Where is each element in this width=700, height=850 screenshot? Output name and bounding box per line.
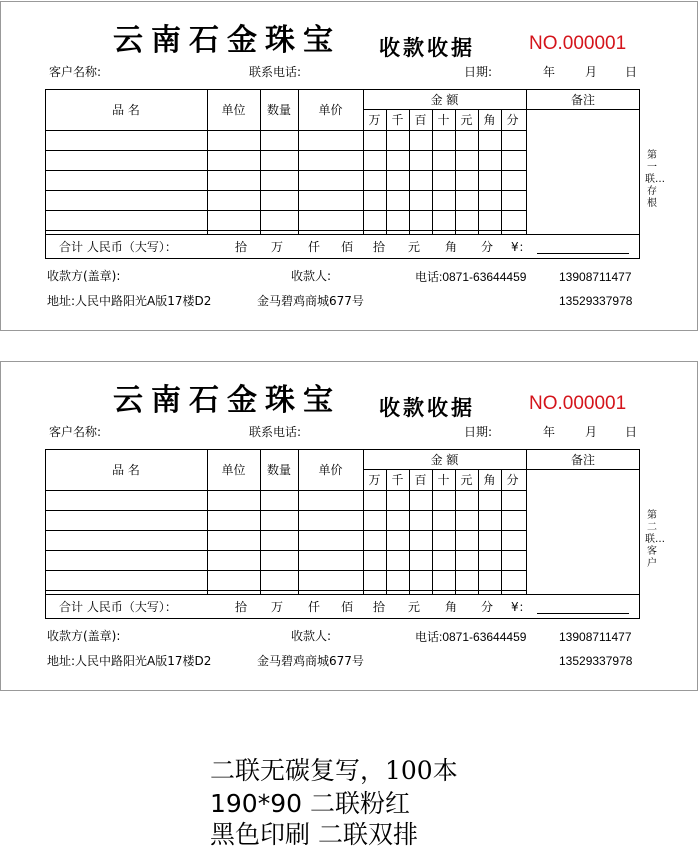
receiver-label: 收款人: — [291, 629, 332, 643]
digit-header: 角 — [483, 113, 496, 127]
spec-line-3: 黑色印刷 二联双排 — [210, 820, 418, 849]
serial-number: NO.000001 — [529, 33, 627, 54]
total-unit: 角 — [444, 600, 457, 614]
total-unit: 拾 — [234, 240, 247, 254]
mobile-number-2: 13529337978 — [559, 294, 633, 308]
total-unit: 拾 — [372, 600, 385, 614]
total-unit: 分 — [480, 240, 493, 254]
month-label: 月 — [585, 425, 598, 439]
currency-symbol: ¥： — [511, 600, 531, 614]
receipt-type-title: 收款收据 — [379, 395, 475, 420]
copy-label: 第一联…存根 — [645, 150, 665, 209]
receipt-copy-1 — [0, 1, 698, 331]
telephone: 电话:0871-63644459 — [415, 270, 527, 284]
digit-header: 千 — [391, 473, 404, 487]
serial-number: NO.000001 — [529, 393, 627, 414]
total-unit: 拾 — [234, 600, 247, 614]
name-header: 品 名 — [112, 463, 140, 477]
name-header: 品 名 — [112, 103, 140, 117]
amount-header: 金 额 — [430, 453, 459, 467]
telephone: 电话:0871-63644459 — [415, 630, 527, 644]
digit-header: 分 — [506, 113, 519, 127]
digit-header: 元 — [460, 113, 473, 127]
total-unit: 佰 — [340, 240, 353, 254]
digit-header: 百 — [414, 473, 427, 487]
amount-underline — [537, 253, 629, 254]
amount-underline — [537, 613, 629, 614]
amount-header: 金 额 — [430, 93, 459, 107]
contact-phone-label: 联系电话: — [249, 65, 302, 79]
total-unit: 佰 — [340, 600, 353, 614]
price-header: 单价 — [318, 103, 343, 117]
total-unit: 万 — [270, 240, 283, 254]
address-2: 金马碧鸡商城677号 — [257, 654, 364, 668]
total-label: 合计 人民币（大写）： — [59, 600, 177, 614]
copy-label: 第二联…客户 — [645, 510, 665, 569]
date-label: 日期: — [464, 425, 493, 439]
customer-name-label: 客户名称: — [49, 425, 102, 439]
note-header: 备注 — [570, 453, 595, 467]
digit-header: 角 — [483, 473, 496, 487]
address-1: 地址:人民中路阳光A版17楼D2 — [47, 654, 212, 668]
unit-header: 单位 — [221, 463, 246, 477]
total-unit: 元 — [407, 240, 420, 254]
mobile-number-1: 13908711477 — [559, 630, 632, 644]
customer-name-label: 客户名称: — [49, 65, 102, 79]
company-title: 云南石金珠宝 — [113, 383, 341, 418]
digit-header: 万 — [368, 473, 381, 487]
address-1: 地址:人民中路阳光A版17楼D2 — [47, 294, 212, 308]
digit-header: 元 — [460, 473, 473, 487]
mobile-number-1: 13908711477 — [559, 270, 632, 284]
spec-line-2: 190*90 二联粉红 — [210, 789, 410, 818]
digit-header: 十 — [437, 473, 450, 487]
digit-header: 千 — [391, 113, 404, 127]
address-2: 金马碧鸡商城677号 — [257, 294, 364, 308]
spec-line-1: 二联无碳复写，100本 — [210, 756, 458, 785]
total-unit: 仟 — [307, 600, 320, 614]
quantity-header: 数量 — [266, 463, 291, 477]
total-unit: 角 — [444, 240, 457, 254]
total-unit: 元 — [407, 600, 420, 614]
receiver-label: 收款人: — [291, 269, 332, 283]
total-unit: 分 — [480, 600, 493, 614]
receipt-copy-2 — [0, 361, 698, 691]
currency-symbol: ¥： — [511, 240, 531, 254]
mobile-number-2: 13529337978 — [559, 654, 633, 668]
unit-header: 单位 — [221, 103, 246, 117]
note-header: 备注 — [570, 93, 595, 107]
date-label: 日期: — [464, 65, 493, 79]
quantity-header: 数量 — [266, 103, 291, 117]
company-title: 云南石金珠宝 — [113, 23, 341, 58]
digit-header: 百 — [414, 113, 427, 127]
total-unit: 拾 — [372, 240, 385, 254]
items-table — [45, 449, 640, 619]
payee-seal-label: 收款方(盖章): — [47, 629, 121, 643]
year-label: 年 — [543, 425, 556, 439]
year-label: 年 — [543, 65, 556, 79]
total-unit: 万 — [270, 600, 283, 614]
digit-header: 分 — [506, 473, 519, 487]
day-label: 日 — [625, 65, 638, 79]
price-header: 单价 — [318, 463, 343, 477]
digit-header: 万 — [368, 113, 381, 127]
contact-phone-label: 联系电话: — [249, 425, 302, 439]
total-unit: 仟 — [307, 240, 320, 254]
month-label: 月 — [585, 65, 598, 79]
receipt-type-title: 收款收据 — [379, 35, 475, 60]
payee-seal-label: 收款方(盖章): — [47, 269, 121, 283]
digit-header: 十 — [437, 113, 450, 127]
items-table — [45, 89, 640, 259]
day-label: 日 — [625, 425, 638, 439]
total-label: 合计 人民币（大写）： — [59, 240, 177, 254]
